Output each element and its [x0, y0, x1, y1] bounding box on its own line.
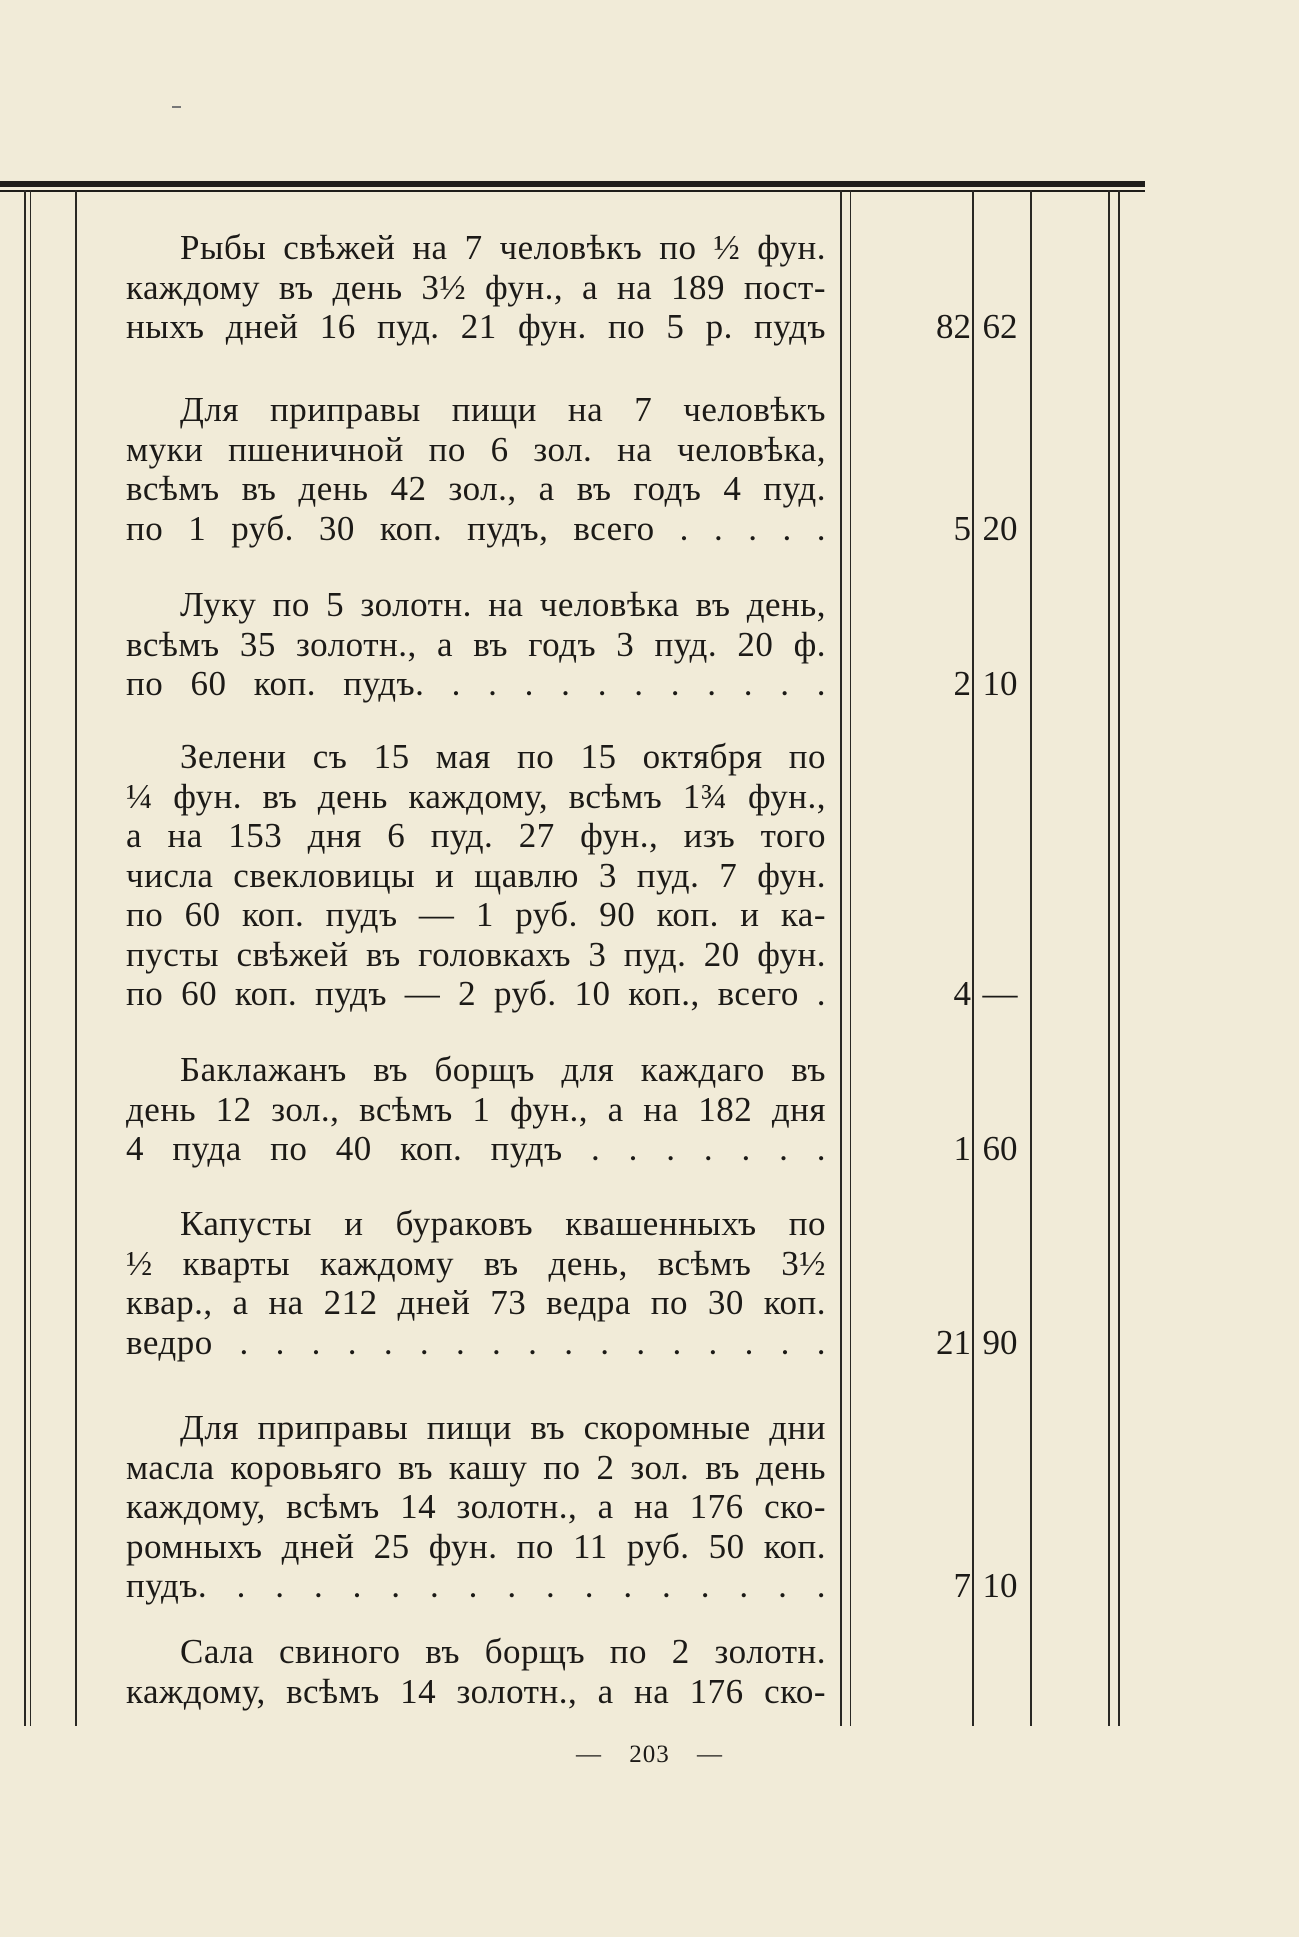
ledger-entry — [126, 390, 826, 548]
entry-text-line: ромныхъ дней 25 фун. по 11 руб. 50 коп. — [126, 1526, 826, 1566]
amount-kopecks: 20 — [982, 508, 1018, 548]
amount-kopecks: 90 — [982, 1322, 1018, 1362]
entry-text-line: день 12 зол., всѣмъ 1 фун., а на 182 дня — [126, 1089, 826, 1129]
entry-text-line: ¼ фун. въ день каждому, всѣмъ 1¾ фун., — [126, 776, 826, 816]
entry-text-line: каждому, всѣмъ 14 золотн., а на 176 ско- — [126, 1487, 826, 1526]
entry-text-line: по 60 коп. пудъ. . . . . . . . . . . . — [126, 664, 826, 703]
entry-text-line: Для приправы пищи на 7 человѣкъ — [180, 390, 826, 429]
entry-text-line: ½ кварты каждому въ день, всѣмъ 3½ — [126, 1243, 826, 1283]
entry-text-line: Зелени съ 15 мая по 15 октября по — [180, 737, 826, 776]
entry-text-line: Луку по 5 золотн. на человѣка въ день, — [180, 585, 826, 624]
ledger-entry — [126, 737, 826, 1014]
entry-text-line: пусты свѣжей въ головкахъ 3 пуд. 20 фун. — [126, 934, 826, 974]
amount-kopecks: 60 — [982, 1129, 1018, 1168]
entry-text-line: 4 пуда по 40 коп. пудъ . . . . . . . — [126, 1129, 826, 1168]
amount-rubles: 82 — [936, 307, 971, 346]
amount-kopecks: 62 — [982, 307, 1018, 346]
entry-text-line: всѣмъ 35 золотн., а въ годъ 3 пуд. 20 ф. — [126, 624, 826, 664]
entry-text-line: Сала свиного въ борщъ по 2 золотн. — [180, 1632, 826, 1671]
entry-text-line: Баклажанъ въ борщъ для каждаго въ — [180, 1050, 826, 1089]
amount-kopecks: — — [982, 974, 1018, 1013]
entry-text-line: муки пшеничной по 6 зол. на человѣка, — [126, 429, 826, 469]
ledger-entry — [126, 228, 826, 347]
ledger-entry — [126, 1050, 826, 1169]
page-number — [0, 1741, 1299, 1769]
entry-text-line: ведро . . . . . . . . . . . . . . . . . — [126, 1322, 826, 1362]
entry-text-line: квар., а на 212 дней 73 ведра по 30 коп. — [126, 1283, 826, 1322]
ledger-entry — [126, 1408, 826, 1606]
entry-text-line: а на 153 дня 6 пуд. 27 фун., изъ того — [126, 816, 826, 855]
entry-text-line: каждому, всѣмъ 14 золотн., а на 176 ско- — [126, 1671, 826, 1711]
entry-text-line: всѣмъ въ день 42 зол., а въ годъ 4 пуд. — [126, 469, 826, 508]
page-number-value: 203 — [629, 1741, 670, 1768]
amount-kopecks: 10 — [982, 664, 1018, 703]
ledger-entry — [126, 1204, 826, 1362]
entry-text-line: по 60 коп. пудъ — 2 руб. 10 коп., всего . — [126, 974, 826, 1013]
amount-rubles: 4 — [953, 974, 971, 1013]
page-number-dash-right: — — [697, 1741, 723, 1768]
page-number-dash-left: — — [576, 1741, 602, 1768]
ledger-entry — [126, 585, 826, 704]
entry-text-line: масла коровьяго въ кашу по 2 зол. въ день — [126, 1447, 826, 1487]
entry-text-line: Для приправы пищи въ скоромные дни — [180, 1408, 826, 1447]
amount-rubles: 2 — [953, 664, 971, 703]
entry-text-line: Рыбы свѣжей на 7 человѣкъ по ½ фун. — [180, 228, 826, 267]
amount-rubles: 21 — [936, 1322, 971, 1362]
amount-rubles: 1 — [953, 1129, 971, 1168]
amount-rubles: 5 — [953, 508, 971, 548]
entry-text-line: по 60 коп. пудъ — 1 руб. 90 коп. и ка- — [126, 895, 826, 934]
amount-kopecks: 10 — [982, 1566, 1018, 1605]
entry-text-line: Капусты и бураковъ квашенныхъ по — [180, 1204, 826, 1243]
ledger-entry — [126, 1632, 826, 1711]
entry-text-line: каждому въ день 3½ фун., а на 189 пост- — [126, 267, 826, 307]
entry-text-line: ныхъ дней 16 пуд. 21 фун. по 5 р. пудъ — [126, 307, 826, 346]
entry-text-line: числа свекловицы и щавлю 3 пуд. 7 фун. — [126, 855, 826, 895]
entry-text-line: пудъ. . . . . . . . . . . . . . . . . — [126, 1566, 826, 1605]
entry-text-line: по 1 руб. 30 коп. пудъ, всего . . . . . — [126, 508, 826, 548]
amount-rubles: 7 — [953, 1566, 971, 1605]
